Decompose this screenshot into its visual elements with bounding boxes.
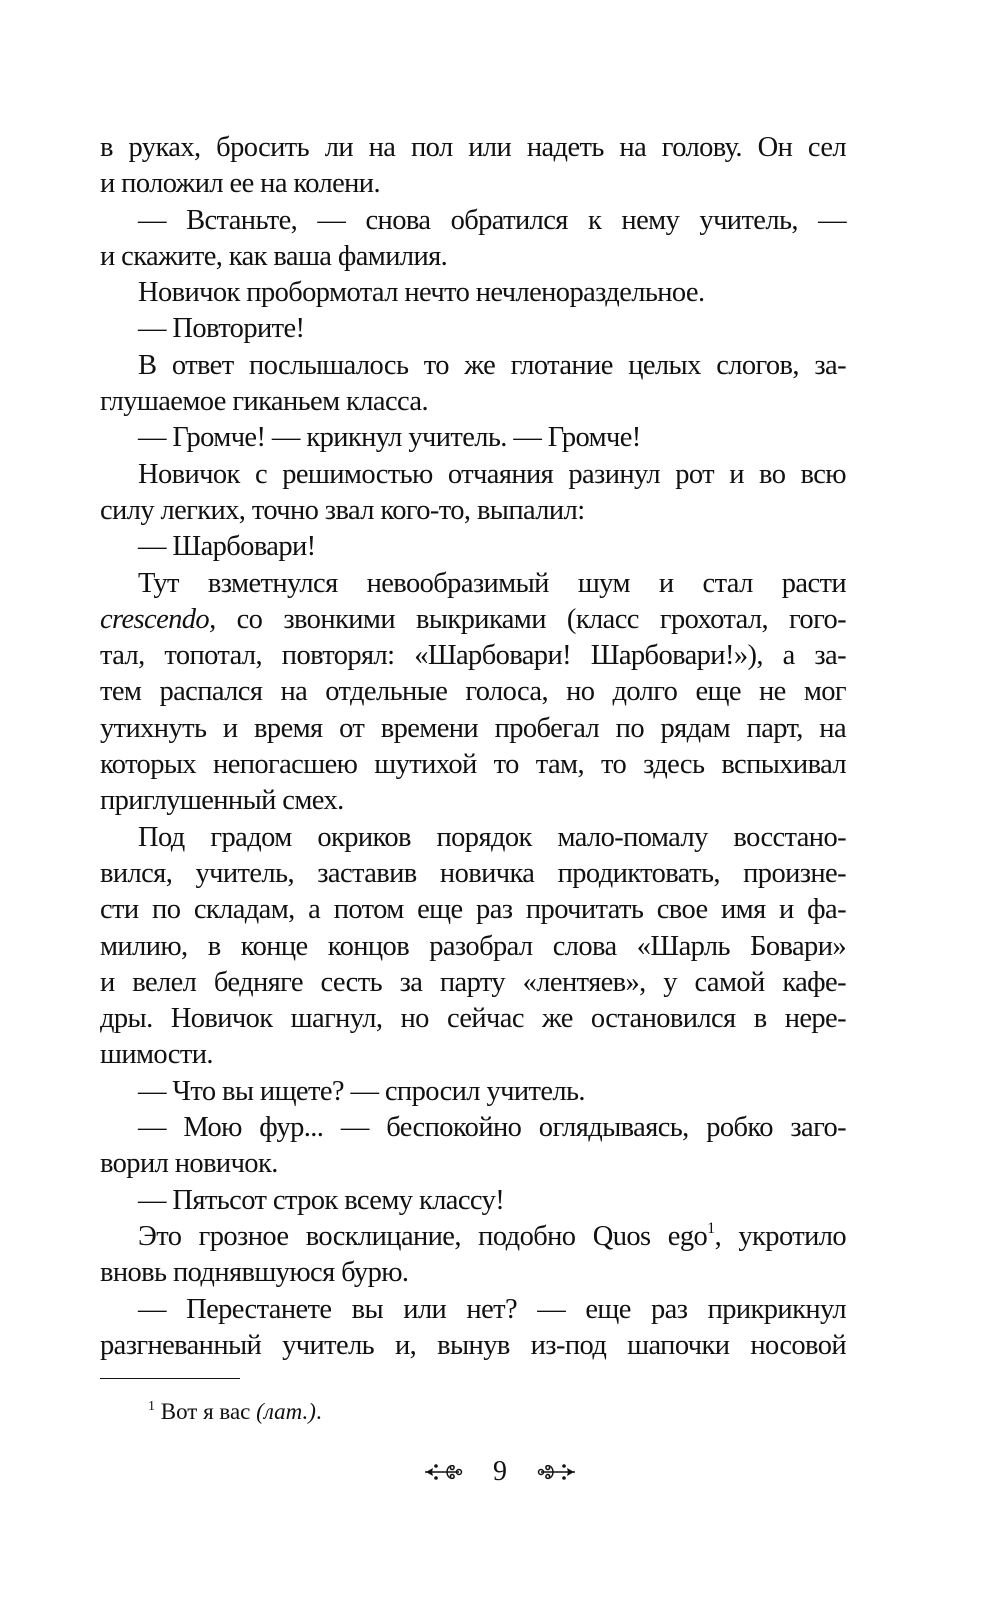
text-line: [100, 1037, 846, 1073]
line-text: глушаемое гиканьем класса.: [100, 386, 428, 418]
line-text: в руках, бросить ли на пол или надеть на голову. Он сел: [100, 132, 846, 163]
text-line: [100, 348, 846, 384]
line-text: разгневанный учитель и, вынув из-под шапочки носовой: [100, 1329, 846, 1361]
text-line: [100, 1074, 846, 1110]
line-text: В ответ послышалось то же глотание целых слогов, за-: [138, 349, 846, 381]
line-text: и велел бедняге сесть за парту «лентяев», у самой кафе-: [100, 966, 846, 998]
text-line: [100, 1328, 846, 1364]
footnote-marker: 1: [148, 1399, 155, 1414]
fleuron-left-icon: [423, 1460, 463, 1484]
text-line: [100, 1219, 846, 1255]
text-line: [100, 820, 846, 856]
footnote-end: .: [315, 1399, 322, 1424]
text-line: [100, 602, 846, 638]
text-line: [100, 747, 846, 783]
line-text: ворил новичок.: [100, 1148, 278, 1180]
text-line: [100, 130, 846, 166]
text-line: [100, 929, 846, 965]
line-text: — Шарбовари!: [138, 531, 316, 563]
line-text: и положил ее на колени.: [100, 168, 380, 200]
page-body: [100, 130, 846, 1364]
line-text: — Перестанете вы или нет? — еще раз прикрикнул: [138, 1293, 846, 1325]
line-text: Под градом окриков порядок мало-помалу восстано-: [138, 821, 846, 853]
line-text: Новичок пробормотал нечто нечленораздельное.: [138, 277, 705, 309]
footnote-rule: [100, 1378, 240, 1379]
line-text: милию, в конце концов разобрал слова «Шарль Бовари»: [100, 930, 846, 962]
text-line: [100, 203, 846, 239]
footnote-reference[interactable]: 1: [707, 1219, 715, 1237]
text-line: [100, 239, 846, 275]
line-text: вновь поднявшуюся бурю.: [100, 1257, 409, 1289]
line-text: Тут взметнулся невообразимый шум и стал расти: [138, 567, 846, 599]
footnote-text: Вот я вас: [160, 1399, 257, 1424]
text-line: [100, 1292, 846, 1328]
line-text: которых непогасшею шутихой то там, то здесь вспыхивал: [100, 749, 846, 781]
line-text-tail: , укротило: [714, 1220, 846, 1252]
line-text: тем распался на отдельные голоса, но долго еще не мог: [100, 676, 846, 708]
text-line: [100, 311, 846, 347]
text-line: [100, 1001, 846, 1037]
text-line: [100, 457, 846, 493]
text-line: [100, 783, 846, 819]
page-number: 9: [493, 1456, 507, 1487]
text-line: [100, 566, 846, 602]
text-line: [100, 384, 846, 420]
line-text: приглушенный смех.: [100, 785, 344, 817]
line-text: — Что вы ищете? — спросил учитель.: [138, 1075, 585, 1107]
line-text: и скажите, как ваша фамилия.: [100, 240, 448, 272]
text-line: [100, 275, 846, 311]
italic-term: crescendo,: [100, 603, 216, 635]
line-text: — Громче! — крикнул учитель. — Громче!: [138, 422, 641, 454]
text-line: [100, 1183, 846, 1219]
line-text: сти по складам, а потом еще раз прочитать свое имя и фа-: [100, 894, 846, 926]
line-text: — Мою фур... — беспокойно оглядываясь, робко заго-: [138, 1112, 846, 1144]
footnote-italic: (лат.): [256, 1399, 316, 1424]
text-line: [100, 529, 846, 565]
footnote: [148, 1397, 322, 1427]
fleuron-right-icon: [537, 1460, 577, 1484]
text-line: [100, 1146, 846, 1182]
line-text: со звонкими выкриками (класс грохотал, гого-: [215, 603, 846, 635]
page-folio: [0, 1452, 1000, 1492]
text-line: [100, 1255, 846, 1291]
text-line: [100, 166, 846, 202]
line-text: дры. Новичок шагнул, но сейчас же остановился в нере-: [100, 1003, 846, 1035]
text-line: [100, 856, 846, 892]
line-text: шимости.: [100, 1039, 213, 1071]
text-line: [100, 638, 846, 674]
line-text: утихнуть и время от времени пробегал по рядам парт, на: [100, 712, 846, 744]
text-line: [100, 965, 846, 1001]
text-line: [100, 1110, 846, 1146]
line-text: — Встаньте, — снова обратился к нему учитель, —: [138, 204, 846, 236]
line-text: — Повторите!: [138, 313, 305, 345]
text-line: [100, 420, 846, 456]
text-line: [100, 711, 846, 747]
text-line: [100, 892, 846, 928]
line-text: силу легких, точно звал кого-то, выпалил:: [100, 494, 585, 526]
line-text: — Пятьсот строк всему классу!: [138, 1184, 505, 1216]
line-text: Новичок с решимостью отчаяния разинул рот и во всю: [138, 458, 846, 490]
text-line: [100, 493, 846, 529]
line-text: тал, топотал, повторял: «Шарбовари! Шарбовари!»), а за-: [100, 640, 846, 672]
line-text: Это грозное восклицание, подобно Quos ego: [138, 1220, 708, 1252]
text-line: [100, 674, 846, 710]
line-text: вился, учитель, заставив новичка продиктовать, произне-: [100, 857, 846, 889]
